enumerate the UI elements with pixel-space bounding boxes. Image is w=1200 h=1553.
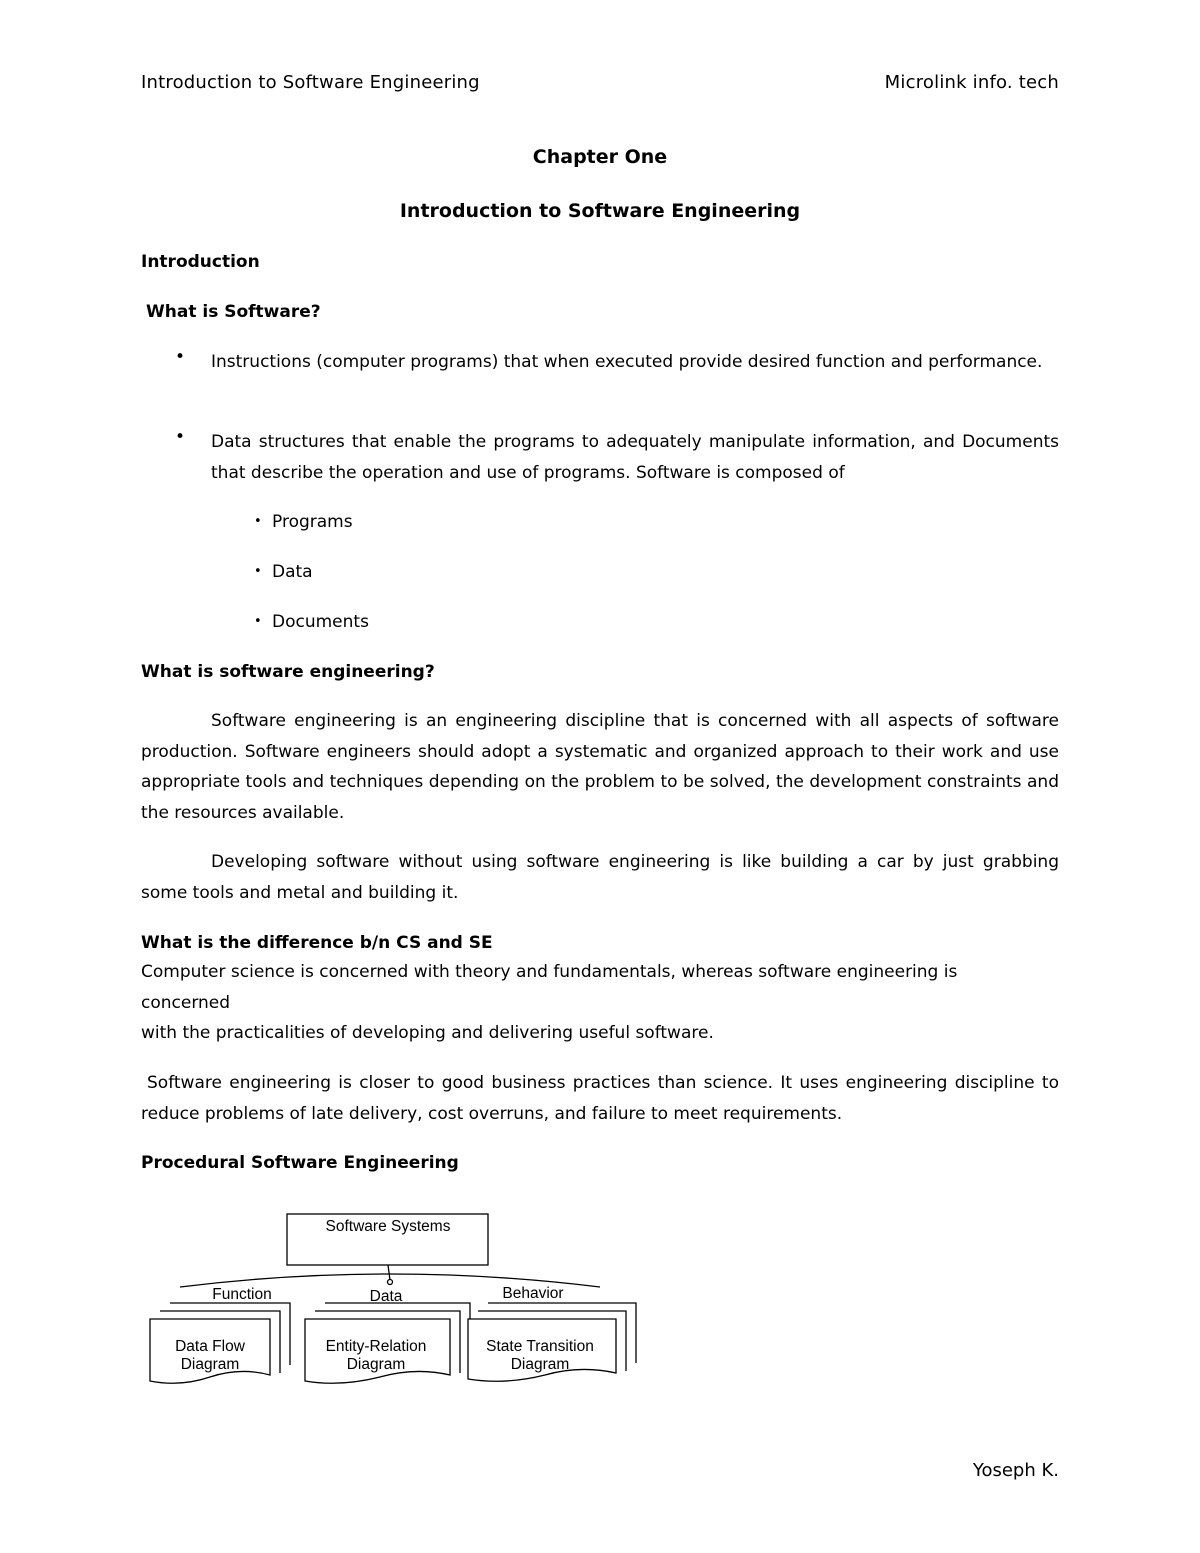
branch-label: Data: [369, 1288, 403, 1305]
box-label: Entity-Relation: [325, 1338, 427, 1355]
sub-bullet-text: Data: [272, 562, 313, 582]
box-label: Data Flow: [175, 1338, 245, 1355]
bullet-icon: •: [254, 614, 262, 629]
paragraph-se-definition: Software engineering is an engineering discipline that is concerned with all aspects of software production. Software engineers should adopt a systematic and organized approach to their work and use appropriate tools and techniques depending on the problem to be solved, the development constraints and the resources available.: [141, 711, 1059, 823]
page-footer-author: Yoseph K.: [972, 1460, 1059, 1481]
branch-label: Behavior: [502, 1285, 564, 1302]
paragraph-se-analogy: Developing software without using software engineering is like building a car by just grabbing some tools and metal and building it.: [141, 852, 1059, 903]
running-header-title: Introduction to Software Engineering: [141, 72, 480, 93]
bullet-icon: •: [254, 514, 262, 529]
bullet-text: Data structures that enable the programs to adequately manipulate information, and Documents that describe the operation and use of programs. Software is composed of: [211, 432, 1059, 483]
box-label: Diagram: [346, 1356, 406, 1373]
paragraph-business-practice: Software engineering is closer to good business practices than science. It uses engineering discipline to reduce problems of late delivery, cost overruns, and failure to meet requirements.: [141, 1073, 1059, 1124]
bullet-icon: •: [175, 427, 186, 447]
root-label: Software Systems: [325, 1218, 451, 1235]
sub-bullet-text: Programs: [272, 512, 353, 532]
bullet-text: Instructions (computer programs) that when executed provide desired function and performance.: [211, 352, 1043, 372]
procedural-se-diagram: [140, 1205, 650, 1405]
heading-what-is-se: What is software engineering?: [141, 662, 435, 682]
box-label: Diagram: [180, 1356, 240, 1373]
sub-bullet-item: [254, 612, 369, 632]
section-heading-introduction: Introduction: [141, 252, 260, 272]
connector-stem: [388, 1265, 390, 1280]
diff-line: Computer science is concerned with theory and fundamentals, whereas software engineering is: [141, 962, 958, 982]
box-label: State Transition: [486, 1338, 594, 1355]
bullet-icon: •: [175, 347, 186, 367]
running-header-org: Microlink info. tech: [884, 72, 1059, 93]
chapter-subtitle: Introduction to Software Engineering: [399, 200, 801, 222]
bullet-item: [175, 347, 1059, 378]
diff-line: with the practicalities of developing and delivering useful software.: [141, 1023, 714, 1043]
heading-procedural-se: Procedural Software Engineering: [141, 1153, 459, 1173]
bullet-item: [175, 427, 1059, 489]
bullet-icon: •: [254, 564, 262, 579]
heading-what-is-software: What is Software?: [146, 302, 321, 322]
sub-bullet-text: Documents: [272, 612, 369, 632]
sub-bullet-item: [254, 562, 313, 582]
box-label: Diagram: [510, 1356, 570, 1373]
chapter-title: Chapter One: [532, 146, 668, 168]
diff-line: concerned: [141, 993, 231, 1013]
sub-bullet-item: [254, 512, 353, 532]
branch-label: Function: [212, 1286, 272, 1303]
heading-cs-vs-se: What is the difference b/n CS and SE: [141, 933, 493, 953]
